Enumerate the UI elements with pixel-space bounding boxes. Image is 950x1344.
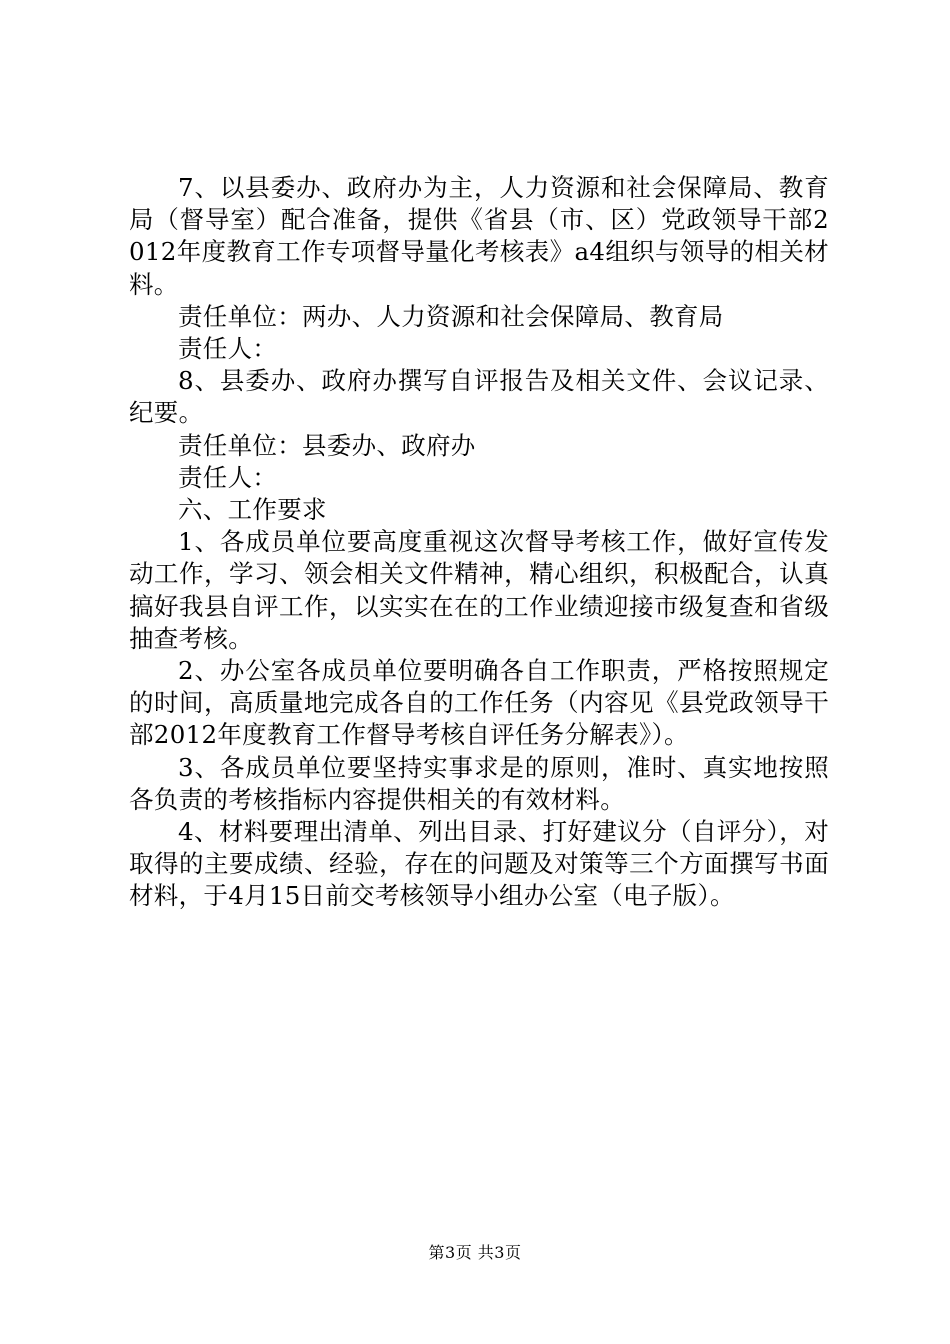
document-body xyxy=(129,172,829,913)
requirement-item-3: 3、各成员单位要坚持实事求是的原则，准时、真实地按照各负责的考核指标内容提供相关的有效材料。 xyxy=(129,752,829,814)
paragraph-item-8: 8、县委办、政府办撰写自评报告及相关文件、会议记录、纪要。 xyxy=(129,366,829,428)
page-number-footer: 第3页 共3页 xyxy=(428,1243,522,1262)
responsible-unit-8: 责任单位：县委办、政府办 xyxy=(178,430,476,460)
responsible-person-7: 责任人： xyxy=(178,334,278,364)
paragraph-item-7: 7、以县委办、政府办为主，人力资源和社会保障局、教育局（督导室）配合准备，提供《省县（市、区）党政领导干部2012年度教育工作专项督导量化考核表》a4组织与领导的相关材料。 xyxy=(129,173,829,299)
section-heading-work-requirements: 六、工作要求 xyxy=(178,495,327,525)
requirement-item-4: 4、材料要理出清单、列出目录、打好建议分（自评分），对取得的主要成绩、经验，存在的问题及对策等三个方面撰写书面材料，于4月15日前交考核领导小组办公室（电子版）。 xyxy=(129,817,829,911)
responsible-person-8: 责任人： xyxy=(178,462,278,492)
requirement-item-2: 2、办公室各成员单位要明确各自工作职责，严格按照规定的时间，高质量地完成各自的工作任务（内容见《县党政领导干部2012年度教育工作督导考核自评任务分解表》）。 xyxy=(129,656,829,750)
requirement-item-1: 1、各成员单位要高度重视这次督导考核工作，做好宣传发动工作，学习、领会相关文件精神，精心组织，积极配合，认真搞好我县自评工作，以实实在在的工作业绩迎接市级复查和省级抽查考核。 xyxy=(129,527,829,653)
responsible-unit-7: 责任单位：两办、人力资源和社会保障局、教育局 xyxy=(178,301,724,331)
